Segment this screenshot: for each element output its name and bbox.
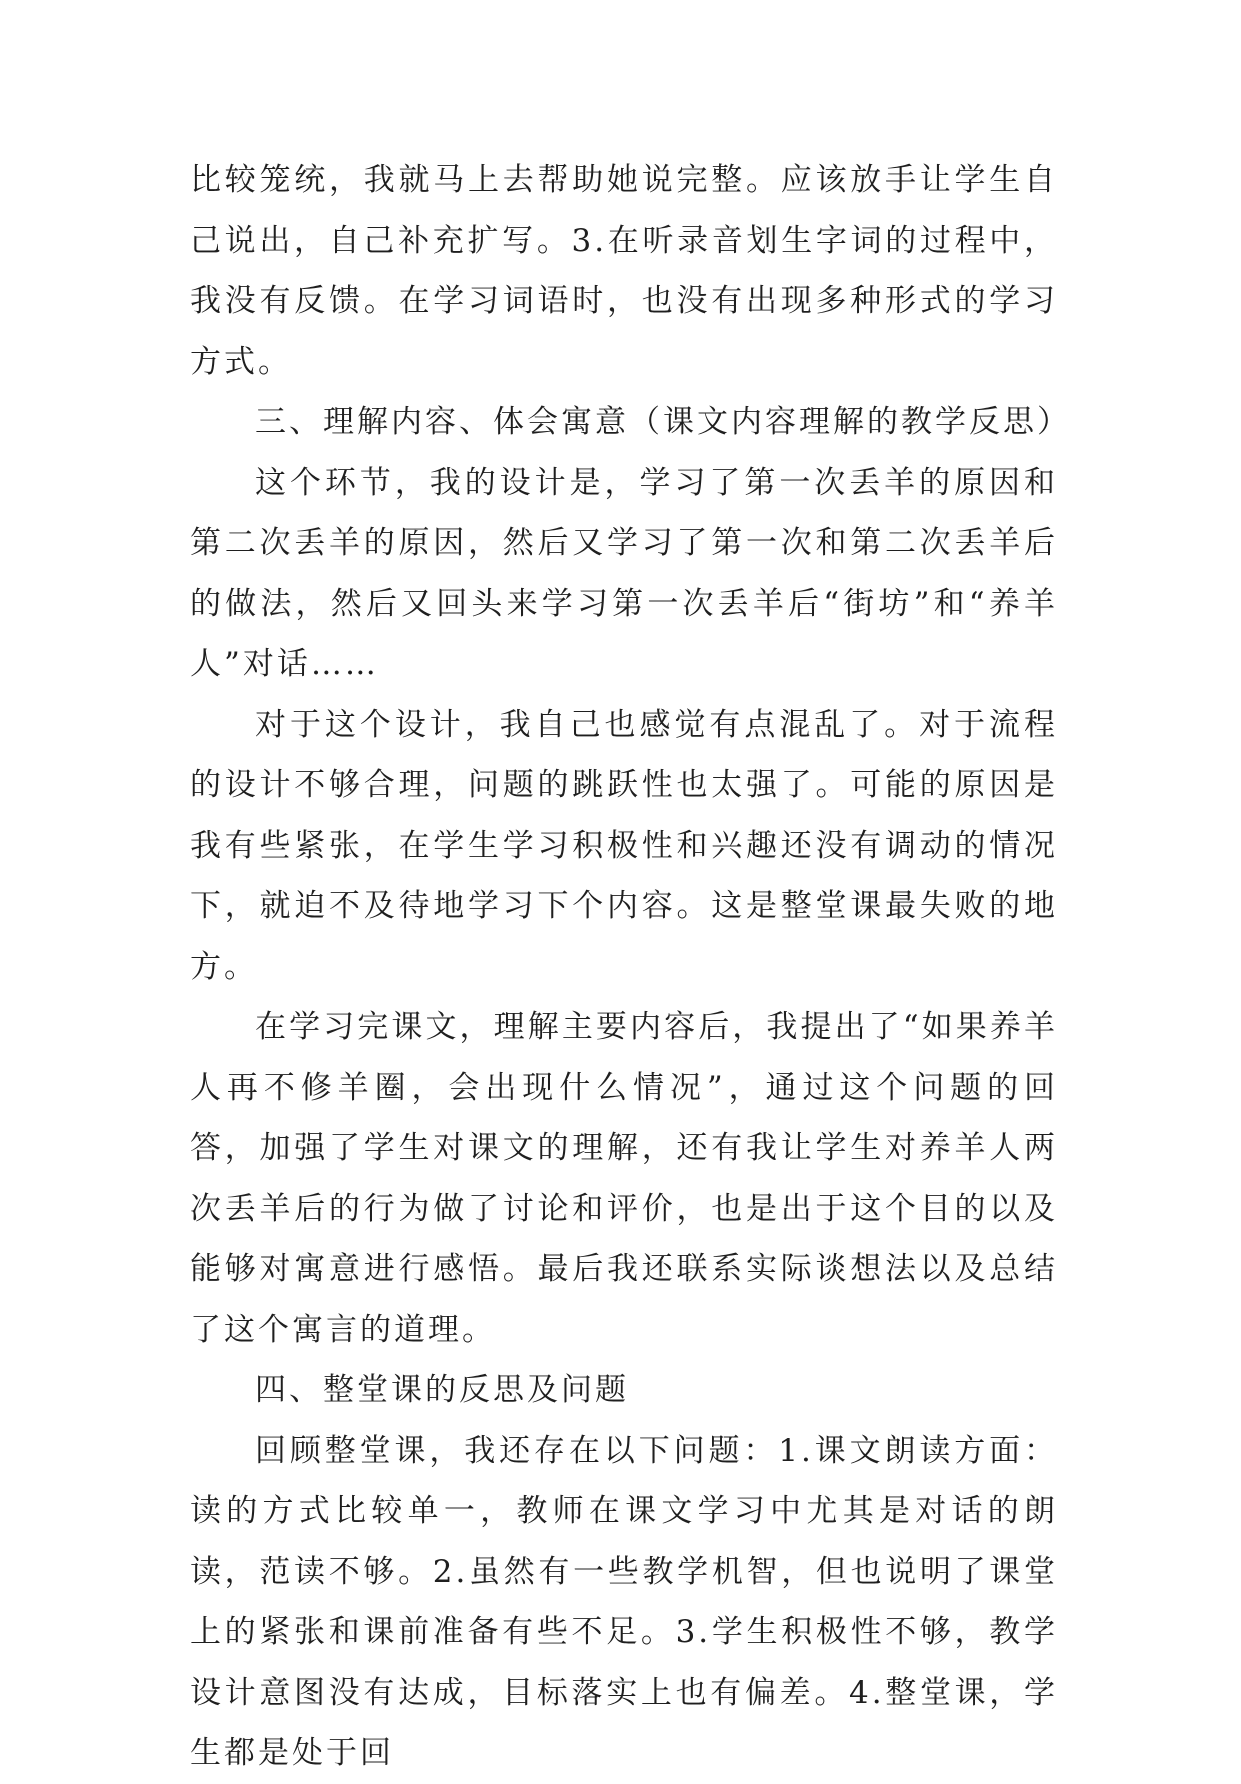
section-heading-four: 四、整堂课的反思及问题	[255, 1372, 629, 1408]
document-body	[190, 150, 1071, 1784]
paragraph-design-reflection: 对于这个设计，我自己也感觉有点混乱了。对于流程的设计不够合理，问题的跳跃性也太强了。可能的原因是我有些紧张，在学生学习积极性和兴趣还没有调动的情况下，就迫不及待地学习下个内容。这是整堂课最失败的地方。	[190, 706, 1058, 985]
paragraph-understanding: 在学习完课文，理解主要内容后，我提出了“如果养羊人再不修羊圈，会出现什么情况”，通过这个问题的回答，加强了学生对课文的理解，还有我让学生对养羊人两次丢羊后的行为做了讨论和评价，也是出于这个目的以及能够对寓意进行感悟。最后我还联系实际谈想法以及总结了这个寓言的道理。	[190, 1009, 1058, 1348]
section-heading-three: 三、理解内容、体会寓意（课文内容理解的教学反思）	[255, 404, 1071, 440]
paragraph-problems: 回顾整堂课，我还存在以下问题：1.课文朗读方面：读的方式比较单一，教师在课文学习中尤其是对话的朗读，范读不够。2.虽然有一些教学机智，但也说明了课堂上的紧张和课前准备有些不足。3.学生积极性不够，教学设计意图没有达成，目标落实上也有偏差。4.整堂课，学生都是处于回	[190, 1432, 1058, 1771]
paragraph-design-description: 这个环节，我的设计是，学习了第一次丢羊的原因和第二次丢羊的原因，然后又学习了第一次和第二次丢羊后的做法，然后又回头来学习第一次丢羊后“街坊”和“养羊人”对话……	[190, 464, 1058, 682]
paragraph-continuation: 比较笼统，我就马上去帮助她说完整。应该放手让学生自己说出，自己补充扩写。3.在听录音划生字词的过程中，我没有反馈。在学习词语时，也没有出现多种形式的学习方式。	[190, 162, 1058, 380]
